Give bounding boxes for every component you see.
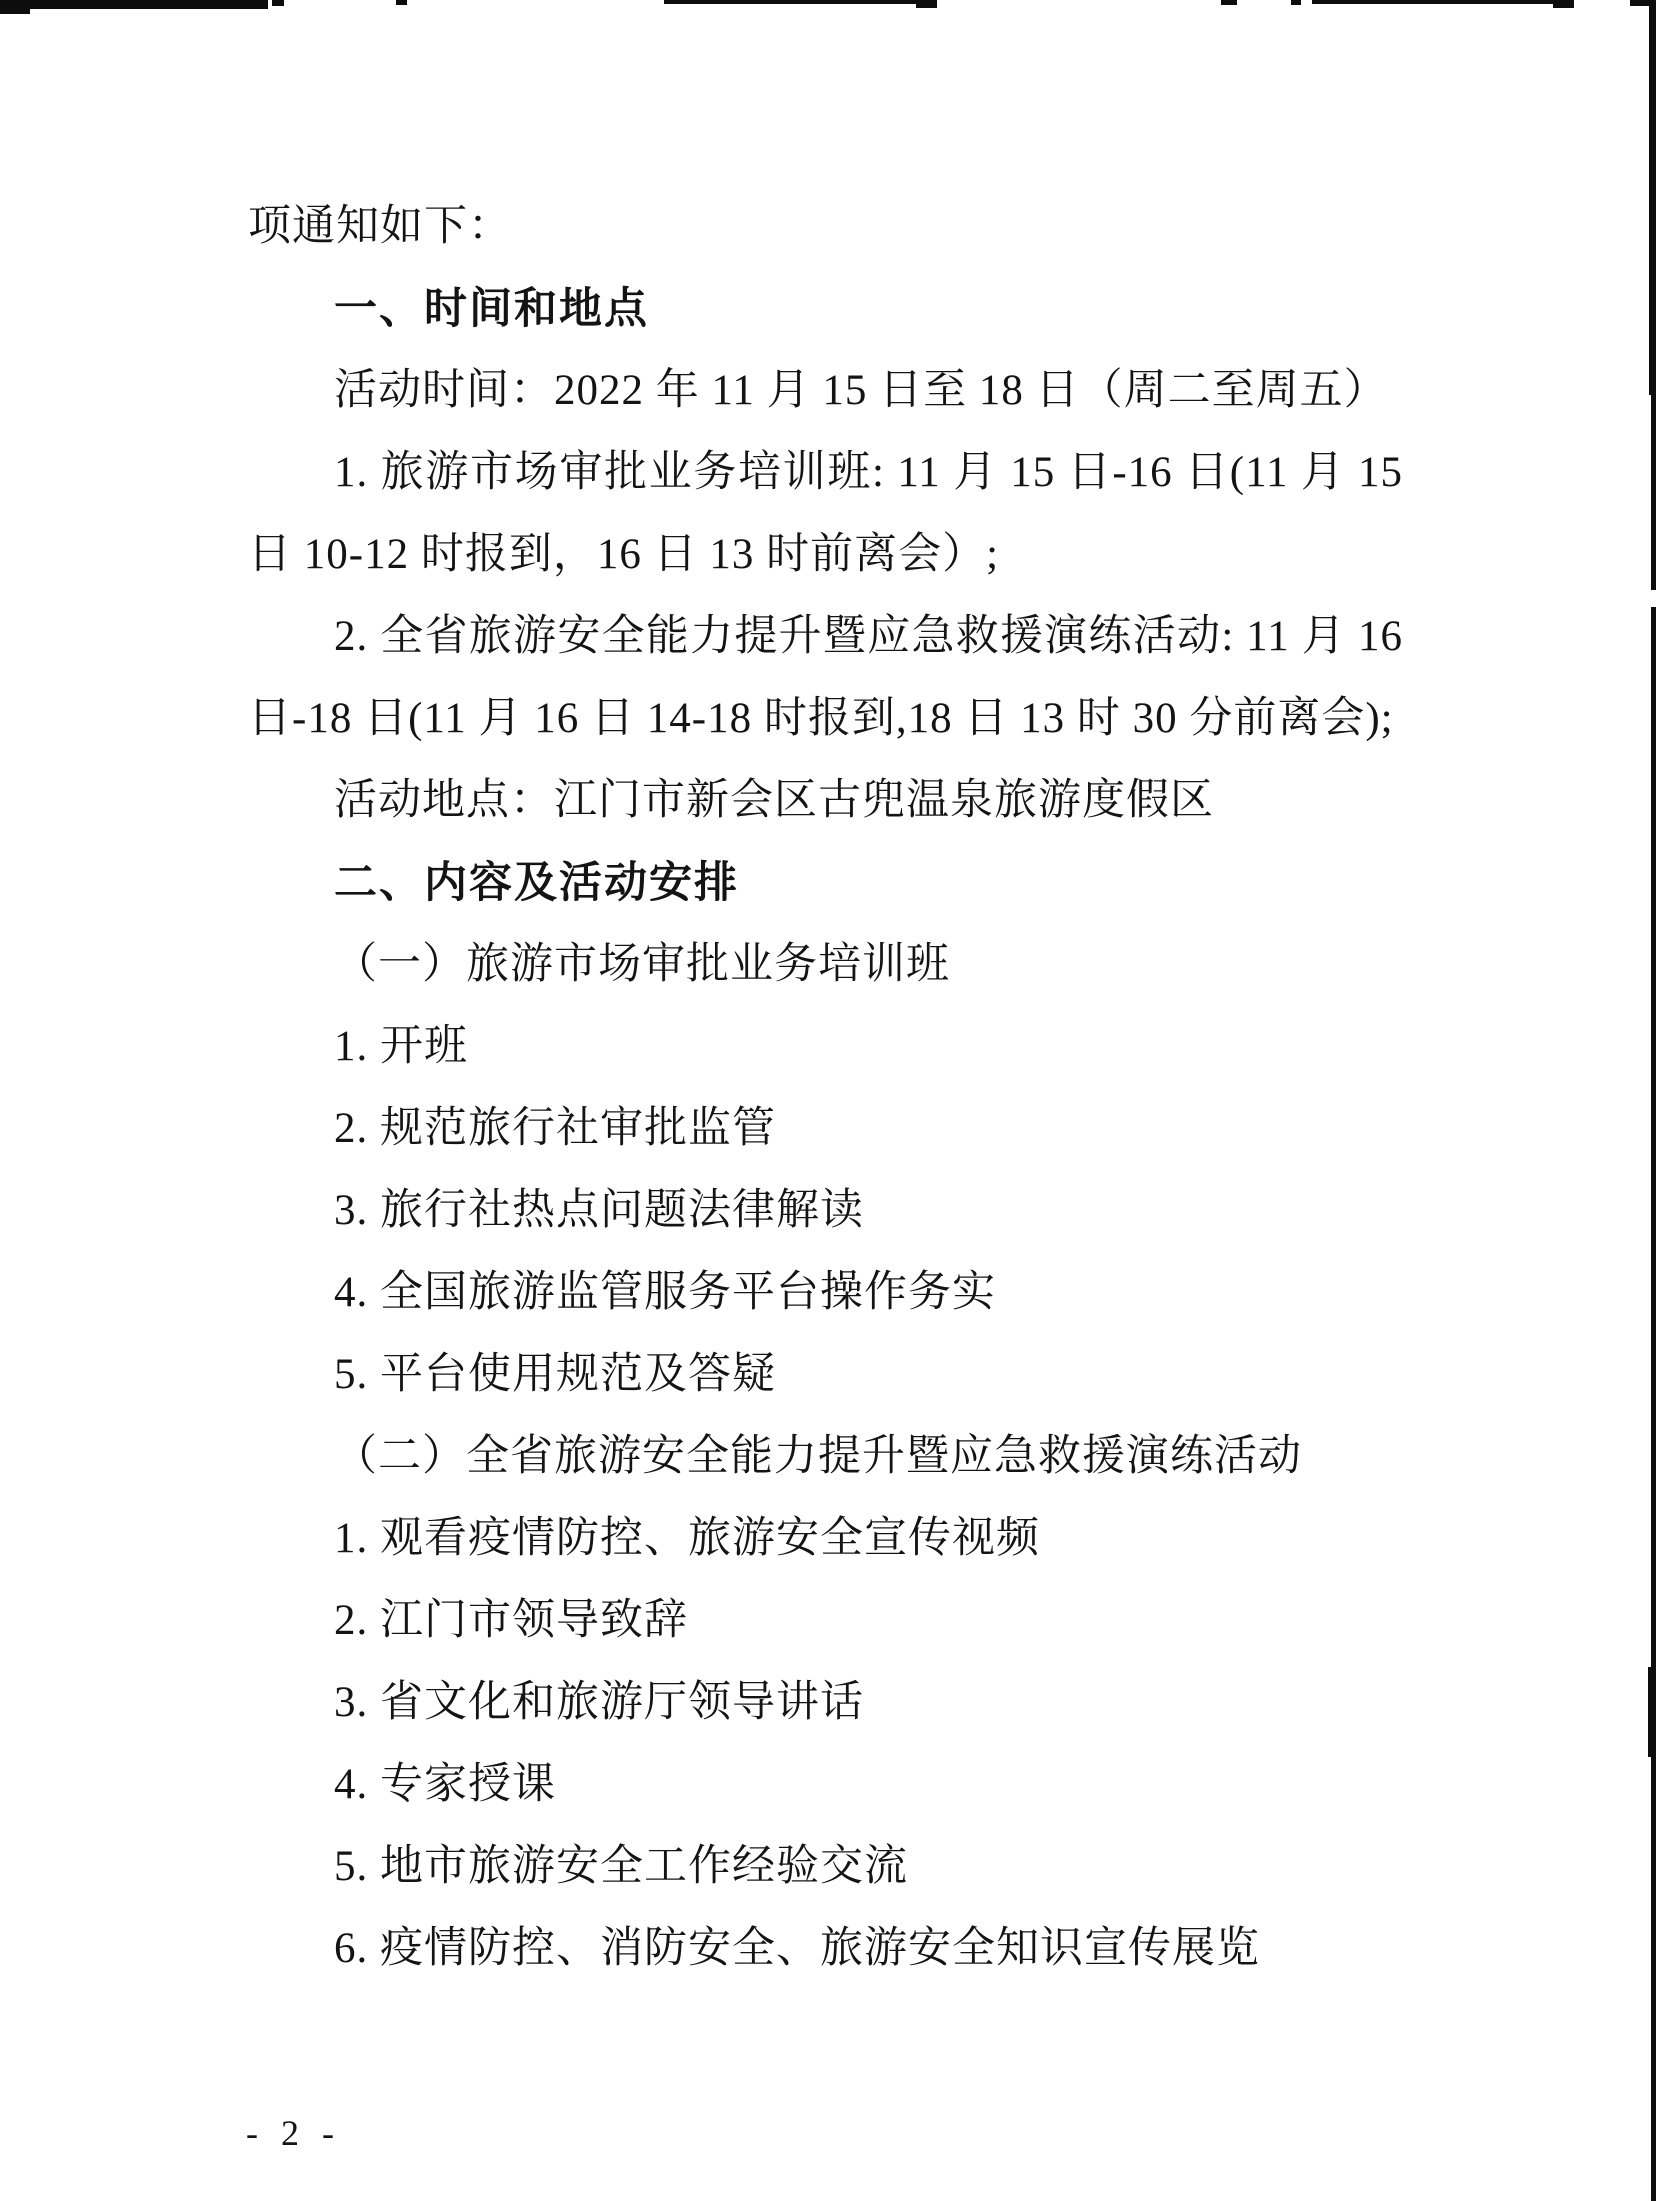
text-line: 项通知如下： xyxy=(248,203,512,250)
text-line: 2. 规范旅行社审批监管 xyxy=(334,1105,776,1152)
text-line: 活动地点：江门市新会区古兜温泉旅游度假区 xyxy=(334,777,1214,824)
text-line: 2. 全省旅游安全能力提升暨应急救援演练活动: 11 月 16 xyxy=(334,613,1403,660)
scan-artifact-right xyxy=(1651,1757,1656,2201)
text-line: 日-18 日(11 月 16 日 14-18 时报到,18 日 13 时 30 分前离会); xyxy=(248,695,1394,742)
text-line: 4. 全国旅游监管服务平台操作务实 xyxy=(334,1269,996,1316)
scan-artifact-top xyxy=(1291,0,1301,5)
text-line: 6. 疫情防控、消防安全、旅游安全知识宣传展览 xyxy=(334,1925,1260,1972)
text-line: 1. 旅游市场审批业务培训班: 11 月 15 日-16 日(11 月 15 xyxy=(334,449,1403,496)
text-line: 1. 开班 xyxy=(334,1023,468,1070)
text-line: 活动时间：2022 年 11 月 15 日至 18 日（周二至周五） xyxy=(334,367,1388,414)
text-line: 日 10-12 时报到，16 日 13 时前离会）; xyxy=(248,531,1000,578)
scan-artifact-right xyxy=(1651,607,1656,1667)
text-line: 5. 平台使用规范及答疑 xyxy=(334,1351,776,1398)
text-line: 5. 地市旅游安全工作经验交流 xyxy=(334,1843,908,1890)
text-line: 4. 专家授课 xyxy=(334,1761,556,1808)
scan-artifact-top xyxy=(916,0,937,8)
scan-artifact-top xyxy=(1312,0,1560,4)
scan-artifact-top xyxy=(1221,0,1237,5)
scan-artifact-top xyxy=(664,0,916,4)
scan-artifact-top xyxy=(1553,0,1574,8)
scan-artifact-right xyxy=(1651,395,1656,590)
scan-artifact-right xyxy=(1648,1667,1656,1757)
scan-artifact-top xyxy=(272,0,284,6)
text-line: （二）全省旅游安全能力提升暨应急救援演练活动 xyxy=(334,1433,1302,1480)
text-line: 3. 旅行社热点问题法律解读 xyxy=(334,1187,864,1234)
text-line: （一）旅游市场审批业务培训班 xyxy=(334,941,950,988)
section-heading: 一、时间和地点 xyxy=(334,285,649,333)
scan-artifact-top xyxy=(0,0,268,9)
section-heading: 二、内容及活动安排 xyxy=(334,859,739,907)
text-line: 1. 观看疫情防控、旅游安全宣传视频 xyxy=(334,1515,1040,1562)
scan-artifact-right xyxy=(1649,0,1656,395)
page-number: - 2 - xyxy=(246,2113,341,2153)
scan-artifact-top xyxy=(396,0,407,5)
text-line: 2. 江门市领导致辞 xyxy=(334,1597,688,1644)
text-line: 3. 省文化和旅游厅领导讲话 xyxy=(334,1679,864,1726)
document-body xyxy=(248,186,1403,1990)
